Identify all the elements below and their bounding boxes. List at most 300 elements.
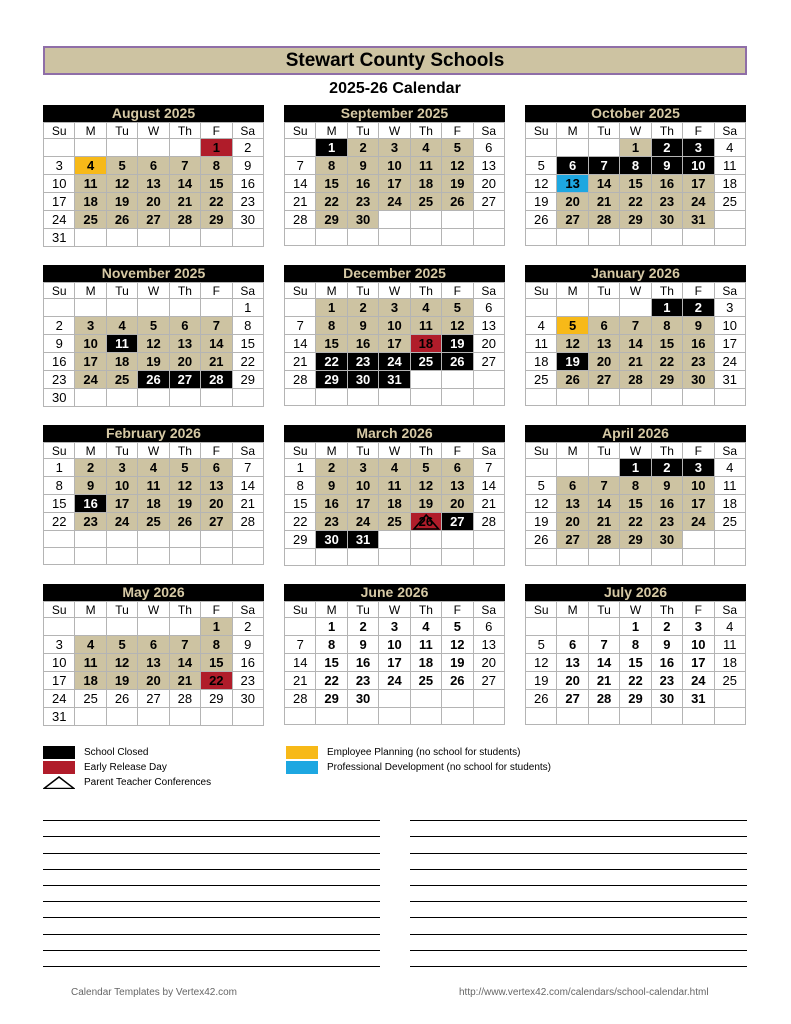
day-number: 11 (419, 637, 433, 652)
day-number: 9 (55, 336, 63, 351)
day-number: 13 (596, 336, 612, 351)
empty-cell (232, 548, 263, 565)
empty-cell (379, 690, 410, 708)
day-cell (44, 513, 75, 531)
day-cell (169, 459, 200, 477)
day-number: 19 (418, 496, 434, 511)
empty-cell (442, 690, 473, 708)
day-cell (169, 654, 200, 672)
day-number: 25 (722, 673, 737, 688)
day-cell (473, 193, 504, 211)
empty-cell (473, 389, 504, 406)
day-number: 11 (419, 318, 433, 333)
day-cell (651, 636, 682, 654)
closed-swatch (43, 746, 75, 759)
day-number: 19 (114, 673, 130, 688)
day-number: 27 (146, 691, 161, 706)
day-number: 21 (209, 354, 224, 369)
day-cell (106, 335, 137, 353)
empty-cell (410, 708, 441, 725)
day-number: 18 (418, 176, 434, 191)
day-number: 3 (694, 619, 702, 634)
empty-cell (138, 389, 169, 407)
weekday-header: F (442, 602, 473, 618)
weekday-header: Sa (714, 283, 745, 299)
day-cell (473, 459, 504, 477)
day-cell (410, 636, 441, 654)
day-cell (651, 495, 682, 513)
day-number: 31 (722, 372, 737, 387)
day-cell (714, 353, 745, 371)
day-number: 30 (51, 390, 67, 405)
empty-cell (473, 549, 504, 566)
day-number: 15 (628, 176, 643, 191)
day-cell (75, 353, 106, 371)
day-number: 20 (565, 514, 580, 529)
day-cell (526, 371, 557, 389)
day-number: 9 (359, 158, 367, 173)
empty-cell (410, 531, 441, 549)
day-cell (683, 175, 714, 193)
month-grid (43, 601, 264, 726)
day-cell (201, 353, 232, 371)
empty-cell (526, 708, 557, 725)
day-number: 12 (450, 318, 465, 333)
weekday-header: F (442, 443, 473, 459)
empty-cell (410, 371, 441, 389)
day-cell (651, 299, 682, 317)
empty-cell (651, 389, 682, 406)
day-cell (588, 495, 619, 513)
day-cell (379, 371, 410, 389)
day-cell (232, 672, 263, 690)
empty-cell (232, 389, 263, 407)
day-number: 27 (481, 673, 496, 688)
day-cell (232, 175, 263, 193)
day-number: 31 (51, 709, 67, 724)
day-cell (557, 672, 588, 690)
day-cell (442, 335, 473, 353)
day-cell (138, 672, 169, 690)
day-cell (410, 618, 441, 636)
day-cell (473, 672, 504, 690)
month-name: April 2026 (525, 425, 746, 442)
day-cell (442, 459, 473, 477)
weekday-header: Tu (588, 602, 619, 618)
day-cell (106, 477, 137, 495)
empty-cell (714, 531, 745, 549)
day-cell (201, 690, 232, 708)
day-cell (138, 654, 169, 672)
day-number: 11 (419, 158, 433, 173)
day-cell (620, 477, 651, 495)
day-cell (651, 531, 682, 549)
day-number: 16 (240, 176, 255, 191)
day-cell (379, 299, 410, 317)
day-cell (44, 371, 75, 389)
day-number: 8 (244, 318, 252, 333)
day-cell (232, 335, 263, 353)
month-calendar (284, 425, 505, 566)
day-number: 18 (418, 655, 434, 670)
day-cell (588, 690, 619, 708)
day-number: 24 (51, 691, 67, 706)
day-number: 25 (418, 194, 434, 209)
day-cell (620, 335, 651, 353)
weekday-header: Sa (473, 602, 504, 618)
day-number: 24 (387, 673, 402, 688)
empty-cell (75, 299, 106, 317)
day-cell (410, 672, 441, 690)
note-line (43, 870, 380, 886)
weekday-header: Tu (588, 123, 619, 139)
weekday-header: F (442, 283, 473, 299)
empty-cell (75, 708, 106, 726)
day-cell (442, 477, 473, 495)
day-cell (557, 335, 588, 353)
day-number: 13 (146, 176, 161, 191)
day-number: 15 (628, 496, 643, 511)
empty-cell (473, 531, 504, 549)
weekday-header: M (316, 283, 347, 299)
day-number: 29 (324, 691, 339, 706)
empty-cell (410, 549, 441, 566)
month-name: June 2026 (284, 584, 505, 601)
month-grid (284, 601, 505, 725)
empty-cell (557, 389, 588, 406)
day-number: 10 (387, 158, 402, 173)
day-number: 8 (631, 158, 640, 173)
day-cell (75, 175, 106, 193)
day-cell (473, 299, 504, 317)
weekday-header: Th (169, 602, 200, 618)
day-cell (347, 139, 378, 157)
empty-cell (169, 299, 200, 317)
day-cell (714, 175, 745, 193)
day-number: 3 (55, 637, 63, 652)
day-cell (232, 495, 263, 513)
day-number: 8 (328, 637, 336, 652)
day-cell (410, 654, 441, 672)
weekday-header: Sa (714, 123, 745, 139)
day-number: 23 (240, 194, 255, 209)
day-number: 17 (691, 176, 706, 191)
day-cell (285, 371, 316, 389)
day-number: 12 (533, 176, 549, 191)
day-cell (442, 139, 473, 157)
day-cell (285, 211, 316, 229)
month-calendar (284, 105, 505, 246)
day-cell (473, 175, 504, 193)
day-cell (316, 477, 347, 495)
day-cell (620, 211, 651, 229)
note-line (410, 951, 747, 967)
day-cell (347, 618, 378, 636)
day-number: 2 (359, 619, 367, 634)
footer-credit[interactable]: Calendar Templates by Vertex42.com (71, 987, 238, 998)
day-cell (526, 636, 557, 654)
day-number: 13 (481, 158, 496, 173)
day-number: 26 (533, 532, 549, 547)
day-number: 19 (533, 194, 549, 209)
month-name: January 2026 (525, 265, 746, 282)
day-number: 26 (565, 372, 580, 387)
day-number: 27 (565, 212, 580, 227)
day-number: 2 (244, 140, 252, 155)
day-cell (285, 531, 316, 549)
day-number: 18 (114, 354, 130, 369)
day-number: 5 (569, 318, 577, 333)
day-number: 4 (118, 318, 126, 333)
day-cell (557, 690, 588, 708)
day-cell (473, 157, 504, 175)
legend-item-plan (286, 745, 551, 760)
day-cell (347, 335, 378, 353)
day-number: 23 (83, 514, 98, 529)
empty-cell (379, 708, 410, 725)
month-name: March 2026 (284, 425, 505, 442)
day-number: 20 (450, 496, 465, 511)
day-cell (379, 459, 410, 477)
day-number: 5 (537, 637, 545, 652)
empty-cell (557, 139, 588, 157)
day-number: 16 (355, 336, 371, 351)
day-number: 29 (324, 212, 339, 227)
weekday-header: W (620, 602, 651, 618)
day-number: 28 (292, 212, 308, 227)
day-cell (473, 636, 504, 654)
day-cell (683, 636, 714, 654)
day-cell (138, 459, 169, 477)
day-number: 25 (387, 514, 402, 529)
day-cell (316, 317, 347, 335)
empty-cell (442, 531, 473, 549)
empty-cell (44, 548, 75, 565)
day-number: 7 (181, 158, 189, 173)
day-number: 28 (596, 212, 612, 227)
weekday-header: Th (410, 283, 441, 299)
day-cell (285, 459, 316, 477)
day-cell (683, 672, 714, 690)
day-number: 24 (691, 673, 706, 688)
day-number: 7 (600, 637, 608, 652)
day-cell (620, 157, 651, 175)
month-grid (525, 282, 746, 406)
day-cell (138, 636, 169, 654)
day-cell (651, 157, 682, 175)
weekday-header: F (683, 123, 714, 139)
footer-url[interactable]: http://www.vertex42.com/calendars/school-calendar.html (459, 987, 709, 998)
month-calendar (525, 265, 746, 406)
day-cell (75, 636, 106, 654)
day-cell (285, 495, 316, 513)
day-number: 24 (722, 354, 737, 369)
weekday-header: W (138, 443, 169, 459)
month-name: November 2025 (43, 265, 264, 282)
day-number: 20 (565, 194, 580, 209)
month-calendar (43, 584, 264, 726)
day-number: 28 (596, 532, 612, 547)
day-cell (683, 477, 714, 495)
day-cell (44, 175, 75, 193)
empty-cell (714, 549, 745, 566)
weekday-header: M (75, 283, 106, 299)
day-number: 26 (450, 673, 465, 688)
empty-cell (442, 371, 473, 389)
empty-cell (683, 229, 714, 246)
day-number: 12 (450, 158, 465, 173)
note-line (43, 951, 380, 967)
day-cell (285, 477, 316, 495)
day-number: 16 (355, 655, 371, 670)
day-cell (473, 654, 504, 672)
empty-cell (169, 389, 200, 407)
day-number: 11 (146, 478, 161, 493)
day-cell (44, 708, 75, 726)
day-number: 5 (453, 619, 461, 634)
day-cell (44, 690, 75, 708)
day-number: 16 (83, 496, 98, 511)
day-cell (347, 211, 378, 229)
day-number: 9 (244, 158, 252, 173)
day-cell (473, 353, 504, 371)
day-cell (379, 672, 410, 690)
weekday-header: Sa (714, 602, 745, 618)
day-number: 17 (722, 336, 737, 351)
weekday-header: M (75, 443, 106, 459)
day-cell (106, 495, 137, 513)
day-number: 15 (324, 176, 339, 191)
day-number: 10 (114, 478, 130, 493)
day-number: 29 (292, 532, 308, 547)
day-number: 7 (600, 158, 608, 173)
weekday-header: Th (651, 123, 682, 139)
day-number: 5 (453, 300, 461, 315)
empty-cell (588, 549, 619, 566)
weekday-header: Tu (106, 602, 137, 618)
empty-cell (526, 618, 557, 636)
day-cell (138, 335, 169, 353)
day-cell (442, 513, 473, 531)
day-cell (201, 211, 232, 229)
day-number: 10 (387, 637, 402, 652)
month-calendar (43, 265, 264, 407)
day-number: 8 (212, 637, 220, 652)
day-number: 3 (726, 300, 734, 315)
day-number: 14 (292, 655, 308, 670)
day-number: 30 (659, 532, 675, 547)
empty-cell (410, 211, 441, 229)
day-cell (232, 690, 263, 708)
day-cell (285, 175, 316, 193)
day-number: 7 (296, 637, 304, 652)
day-number: 29 (628, 532, 643, 547)
month-calendar (525, 584, 746, 725)
day-number: 1 (663, 300, 671, 315)
day-cell (232, 459, 263, 477)
weekday-header: Su (526, 443, 557, 459)
day-cell (526, 317, 557, 335)
day-cell (588, 193, 619, 211)
day-number: 10 (387, 318, 402, 333)
day-cell (714, 495, 745, 513)
day-number: 30 (659, 691, 675, 706)
day-cell (169, 175, 200, 193)
day-number: 6 (569, 158, 577, 173)
day-cell (683, 157, 714, 175)
day-cell (316, 139, 347, 157)
day-number: 5 (118, 158, 126, 173)
empty-cell (473, 229, 504, 246)
day-cell (379, 477, 410, 495)
day-number: 21 (596, 673, 612, 688)
legend-item-early (43, 760, 211, 775)
weekday-header: F (683, 602, 714, 618)
empty-cell (138, 548, 169, 565)
day-number: 14 (596, 496, 612, 511)
day-cell (620, 618, 651, 636)
notes-lines-left (43, 805, 380, 967)
day-number: 18 (83, 673, 98, 688)
weekday-header: Su (526, 283, 557, 299)
day-number: 2 (663, 460, 671, 475)
weekday-header: Su (285, 123, 316, 139)
day-number: 19 (565, 354, 580, 369)
empty-cell (44, 618, 75, 636)
day-number: 20 (177, 354, 193, 369)
day-cell (285, 193, 316, 211)
day-number: 20 (146, 673, 161, 688)
empty-cell (588, 139, 619, 157)
weekday-header: Sa (232, 602, 263, 618)
day-cell (347, 459, 378, 477)
empty-cell (106, 708, 137, 726)
day-number: 24 (691, 194, 706, 209)
empty-cell (410, 690, 441, 708)
day-cell (347, 531, 378, 549)
empty-cell (557, 299, 588, 317)
day-number: 6 (485, 300, 493, 315)
day-cell (620, 317, 651, 335)
day-number: 29 (209, 691, 224, 706)
day-number: 6 (569, 637, 577, 652)
weekday-header: M (557, 123, 588, 139)
weekday-header: Su (285, 602, 316, 618)
day-cell (651, 211, 682, 229)
day-number: 12 (146, 336, 161, 351)
day-cell (75, 495, 106, 513)
day-number: 10 (83, 336, 98, 351)
day-cell (316, 353, 347, 371)
day-cell (442, 672, 473, 690)
day-number: 12 (114, 176, 130, 191)
day-number: 6 (212, 460, 220, 475)
day-cell (442, 317, 473, 335)
day-number: 10 (691, 637, 706, 652)
day-cell (169, 513, 200, 531)
day-cell (473, 513, 504, 531)
day-cell (651, 654, 682, 672)
empty-cell (201, 708, 232, 726)
weekday-header: Sa (232, 283, 263, 299)
day-number: 14 (292, 176, 308, 191)
month-grid (43, 122, 264, 247)
day-number: 20 (481, 655, 496, 670)
day-cell (714, 654, 745, 672)
day-number: 18 (533, 354, 549, 369)
day-number: 7 (212, 318, 220, 333)
day-cell (651, 193, 682, 211)
